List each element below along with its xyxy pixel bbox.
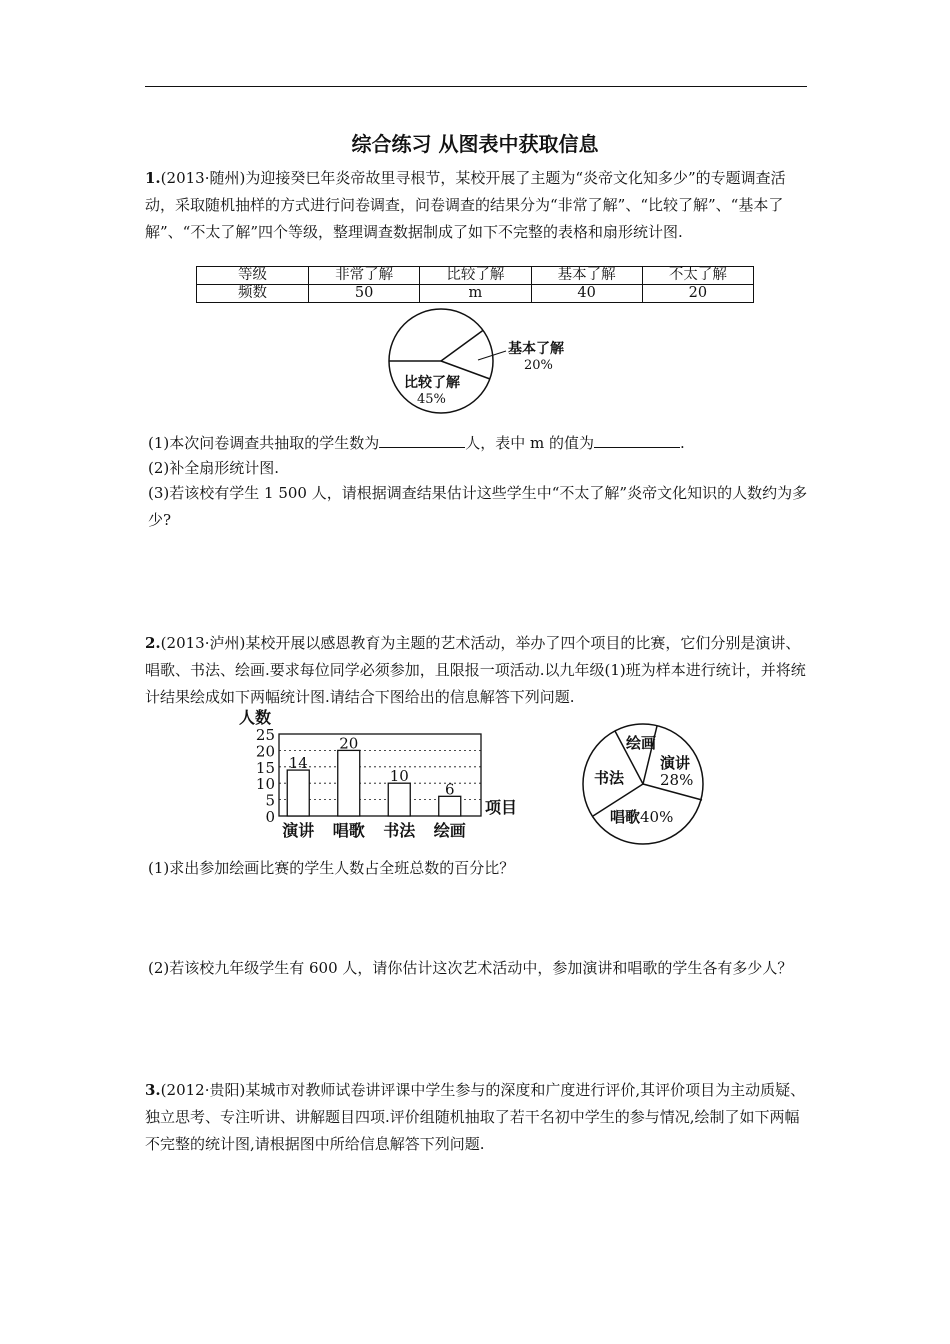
problem-1-text [145, 165, 807, 246]
table-row [197, 285, 754, 303]
table-value-2: 40 [531, 285, 642, 303]
pie2-label-calligraphy: 书法 [594, 769, 625, 787]
bar-0 [287, 770, 309, 816]
bar-3 [439, 796, 461, 816]
problem-2-body: 某校开展以感恩教育为主题的艺术活动，举办了四个项目的比赛，它们分别是演讲、唱歌、书法、绘画.要求每位同学必须参加，且限报一项活动.以九年级(1)班为样本进行统计，并将统计结果绘成如下两幅统计图.请结合下图给出的信息解答下列问题. [145, 634, 806, 706]
table-col-3: 不太了解 [642, 267, 753, 285]
pie-chart-1 [380, 305, 610, 415]
problem-1-question-2: (2)补全扇形统计图. [148, 459, 280, 477]
bar-2 [388, 783, 410, 816]
problem-1-source: (2013·随州) [160, 169, 246, 187]
pie2-label-painting: 绘画 [626, 734, 657, 752]
problem-2-text [145, 630, 807, 711]
problem-3-number: 3. [145, 1081, 161, 1099]
bar-chart [235, 700, 535, 845]
x-category-label: 唱歌 [332, 821, 365, 840]
bar-value-label: 10 [389, 767, 409, 786]
problem-2-number: 2. [145, 634, 161, 652]
pie2-label-singing: 唱歌 [610, 808, 641, 826]
x-category-label: 绘画 [433, 821, 466, 840]
problem-3-text [145, 1077, 807, 1158]
problem-2-source: (2013·泸州) [160, 634, 246, 652]
bar-value-label: 20 [339, 734, 359, 753]
table-col-0: 非常了解 [309, 267, 420, 285]
pie2-percent-singing: 40% [640, 808, 674, 826]
problem-1-question-3: (3)若该校有学生 1 500 人，请根据调查结果估计这些学生中“不太了解”炎帝文化知识的人数约为多少? [148, 484, 808, 529]
problem-1-question-1: (1)本次问卷调查共抽取的学生数为 人，表中 m 的值为 . [148, 434, 685, 452]
table-value-1: m [420, 285, 531, 303]
pie1-label-fair: 比较了解 [404, 375, 460, 391]
pie1-percent-fair: 45% [417, 392, 446, 407]
problem-3-source: (2012·贵阳) [160, 1081, 246, 1099]
table-value-3: 20 [642, 285, 753, 303]
bar-value-label: 14 [288, 754, 308, 773]
y-tick-label: 0 [265, 808, 275, 826]
page-title: 综合练习 从图表中获取信息 [351, 132, 599, 156]
table-value-0: 50 [309, 285, 420, 303]
problem-1-number: 1. [145, 169, 161, 187]
problem-3-body: 某城市对教师试卷讲评课中学生参与的深度和广度进行评价,其评价项目为主动质疑、独立思考、专注听讲、讲解题目四项.评价组随机抽取了若干名初中学生的参与情况,绘制了如下两幅不完整的统计图,请根据图中所给信息解答下列问题. [145, 1081, 806, 1153]
y-tick-label: 20 [255, 742, 275, 761]
answer-blank[interactable] [594, 432, 680, 448]
problem-2-question-2: (2)若该校九年级学生有 600 人，请你估计这次艺术活动中，参加演讲和唱歌的学生各有多少人？ [148, 959, 793, 977]
y-tick-label: 5 [265, 791, 275, 810]
y-tick-label: 25 [255, 726, 275, 744]
y-tick-label: 15 [255, 758, 275, 777]
pie-chart-2 [580, 720, 710, 850]
table-row [197, 267, 754, 285]
problem-1-body: 为迎接癸巳年炎帝故里寻根节，某校开展了主题为“炎帝文化知多少”的专题调查活动，采取随机抽样的方式进行问卷调查，问卷调查的结果分为“非常了解”、“比较了解”、“基本了解”、“不太了解”四个等级，整理调查数据制成了如下不完整的表格和扇形统计图. [145, 169, 786, 241]
y-tick-label: 10 [255, 775, 275, 794]
frequency-table [196, 266, 754, 303]
bar-1 [338, 750, 360, 816]
bar-value-label: 6 [444, 780, 455, 799]
pie2-percent-speech: 28% [660, 771, 694, 789]
x-category-label: 演讲 [282, 821, 315, 840]
table-col-1: 比较了解 [420, 267, 531, 285]
table-header-label: 等级 [197, 267, 309, 285]
problem-2-question-1: (1)求出参加绘画比赛的学生人数占全班总数的百分比？ [148, 859, 515, 877]
pie1-label-basic: 基本了解 [508, 341, 564, 357]
x-category-label: 书法 [383, 821, 416, 840]
answer-blank[interactable] [379, 432, 465, 448]
bar-ylabel: 人数 [239, 708, 272, 727]
pie2-label-speech: 演讲 [660, 754, 691, 772]
table-row-label: 频数 [197, 285, 309, 303]
table-col-2: 基本了解 [531, 267, 642, 285]
pie1-percent-basic: 20% [524, 358, 553, 373]
header-rule [145, 86, 807, 87]
bar-xlabel: 项目 [485, 798, 518, 817]
